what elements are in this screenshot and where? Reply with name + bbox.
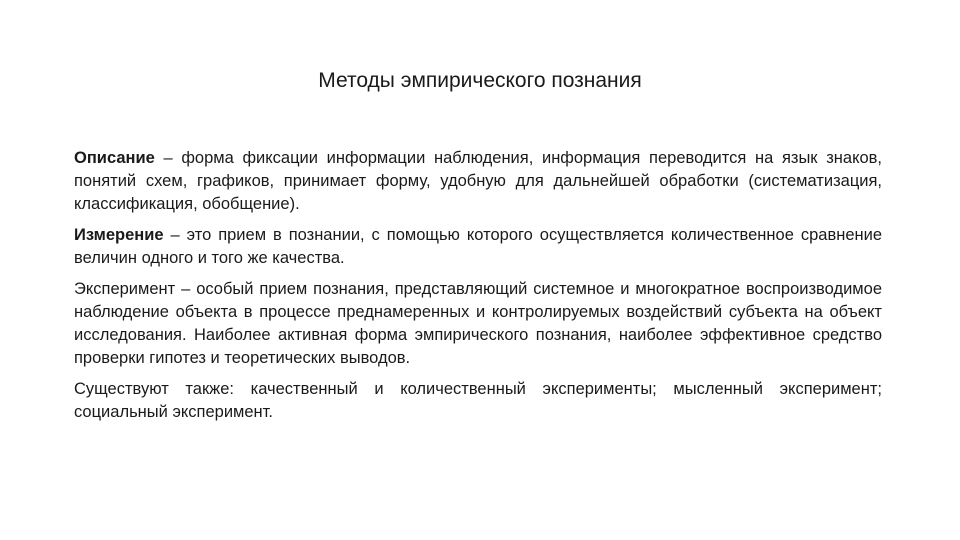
paragraph-measurement — [74, 224, 882, 270]
paragraph-measurement-text: – это прием в познании, с помощью которого осуществляется количественное сравнение величин одного и того же качества. — [74, 226, 882, 267]
paragraph-description-text: – форма фиксации информации наблюдения, информация переводится на язык знаков, понятий схем, графиков, принимает форму, удобную для дальнейшей обработки (систематизация, классификация, обобщение). — [74, 149, 882, 213]
paragraph-experiment-types-text: Существуют также: качественный и количественный эксперименты; мысленный эксперимент; социальный эксперимент. — [74, 380, 882, 421]
term-description: Описание — [74, 149, 155, 167]
slide-body — [74, 147, 882, 432]
slide-title: Методы эмпирического познания — [318, 69, 642, 92]
paragraph-experiment — [74, 278, 882, 370]
paragraph-experiment-types — [74, 378, 882, 424]
paragraph-experiment-text: Эксперимент – особый прием познания, представляющий системное и многократное воспроизводимое наблюдение объекта в процессе преднамеренных и контролируемых воздействий субъекта на объект исследования. Наиболее активная форма эмпирического познания, наиболее эффективное средство проверки гипотез и теоретических выводов. — [74, 280, 882, 367]
term-measurement: Измерение — [74, 226, 164, 244]
paragraph-description — [74, 147, 882, 216]
